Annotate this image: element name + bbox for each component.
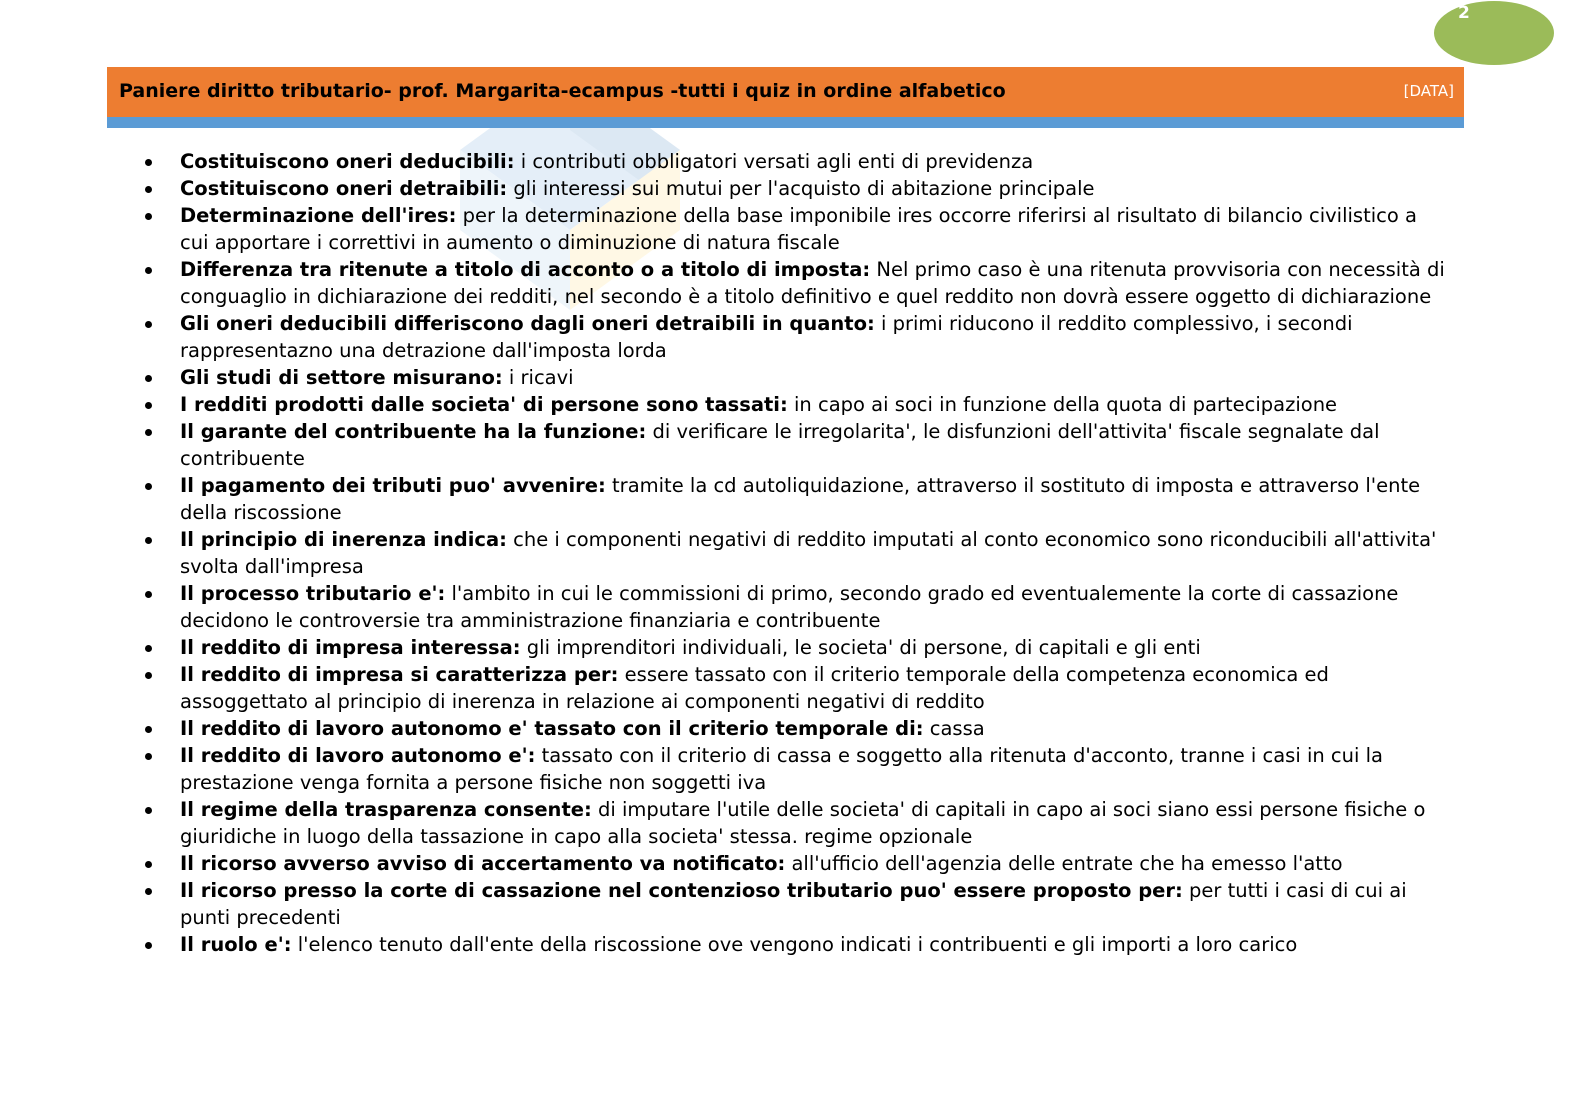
bullet-icon bbox=[145, 645, 152, 652]
list-item bbox=[140, 742, 1450, 796]
document-title: Paniere diritto tributario- prof. Margarita-ecampus -tutti i quiz in ordine alfabetico bbox=[119, 80, 1006, 102]
quiz-question: Il ricorso avverso avviso di accertamento va notificato: bbox=[180, 852, 786, 875]
quiz-answer: di imputare l'utile delle societa' di capitali in capo ai soci siano essi persone fisiche o giuridiche in luogo della tassazione in capo alla societa' stessa. regime opzionale bbox=[180, 798, 1426, 848]
quiz-question: Determinazione dell'ires: bbox=[180, 204, 457, 227]
list-item bbox=[140, 391, 1450, 418]
quiz-answer: Nel primo caso è una ritenuta provvisoria con necessità di conguaglio in dichiarazione dei redditi, nel secondo è a titolo definitivo e quel reddito non dovrà essere oggetto di dichiarazione bbox=[180, 258, 1445, 308]
bullet-icon bbox=[145, 375, 152, 382]
list-item bbox=[140, 796, 1450, 850]
bullet-icon bbox=[145, 429, 152, 436]
bullet-icon bbox=[145, 807, 152, 814]
quiz-question: Il garante del contribuente ha la funzione: bbox=[180, 420, 647, 443]
quiz-answer: in capo ai soci in funzione della quota di partecipazione bbox=[794, 393, 1338, 416]
list-item bbox=[140, 850, 1450, 877]
quiz-question: Il ruolo e': bbox=[180, 933, 292, 956]
quiz-answer: i contributi obbligatori versati agli enti di previdenza bbox=[520, 150, 1034, 173]
quiz-answer: cassa bbox=[929, 717, 985, 740]
bullet-icon bbox=[145, 942, 152, 949]
bullet-icon bbox=[145, 726, 152, 733]
quiz-question: Il ricorso presso la corte di cassazione nel contenzioso tributario puo' essere proposto per: bbox=[180, 879, 1183, 902]
quiz-question: Costituiscono oneri deducibili: bbox=[180, 150, 515, 173]
quiz-list bbox=[140, 148, 1450, 958]
bullet-icon bbox=[145, 888, 152, 895]
bullet-icon bbox=[145, 753, 152, 760]
list-item bbox=[140, 418, 1450, 472]
quiz-question: Il processo tributario e': bbox=[180, 582, 446, 605]
quiz-question: I redditi prodotti dalle societa' di persone sono tassati: bbox=[180, 393, 788, 416]
list-item bbox=[140, 310, 1450, 364]
list-item bbox=[140, 175, 1450, 202]
bullet-icon bbox=[145, 213, 152, 220]
bullet-icon bbox=[145, 159, 152, 166]
quiz-question: Il reddito di lavoro autonomo e' tassato con il criterio temporale di: bbox=[180, 717, 924, 740]
list-item bbox=[140, 472, 1450, 526]
date-placeholder: [DATA] bbox=[1403, 82, 1454, 100]
quiz-answer: essere tassato con il criterio temporale della competenza economica ed assoggettato al principio di inerenza in relazione ai componenti negativi di reddito bbox=[180, 663, 1329, 713]
list-item bbox=[140, 634, 1450, 661]
quiz-question: Differenza tra ritenute a titolo di acconto o a titolo di imposta: bbox=[180, 258, 871, 281]
list-item bbox=[140, 364, 1450, 391]
list-item bbox=[140, 661, 1450, 715]
document-header bbox=[107, 67, 1464, 117]
quiz-question: Il reddito di lavoro autonomo e': bbox=[180, 744, 536, 767]
quiz-answer: gli imprenditori individuali, le societa' di persone, di capitali e gli enti bbox=[526, 636, 1201, 659]
bullet-icon bbox=[145, 537, 152, 544]
quiz-question: Gli oneri deducibili differiscono dagli oneri detraibili in quanto: bbox=[180, 312, 875, 335]
bullet-icon bbox=[145, 672, 152, 679]
quiz-answer: per tutti i casi di cui ai punti precedenti bbox=[180, 879, 1407, 929]
bullet-icon bbox=[145, 591, 152, 598]
quiz-answer: i ricavi bbox=[508, 366, 574, 389]
quiz-question: Il pagamento dei tributi puo' avvenire: bbox=[180, 474, 606, 497]
quiz-answer: gli interessi sui mutui per l'acquisto di abitazione principale bbox=[513, 177, 1095, 200]
quiz-answer: tramite la cd autoliquidazione, attraverso il sostituto di imposta e attraverso l'ente della riscossione bbox=[180, 474, 1421, 524]
list-item bbox=[140, 931, 1450, 958]
quiz-answer: per la determinazione della base imponibile ires occorre riferirsi al risultato di bilancio civilistico a cui apportare i correttivi in aumento o diminuzione di natura fiscale bbox=[180, 204, 1417, 254]
quiz-answer: l'ambito in cui le commissioni di primo, secondo grado ed eventualemente la corte di cassazione decidono le controversie tra amministrazione finanziaria e contribuente bbox=[180, 582, 1399, 632]
quiz-question: Gli studi di settore misurano: bbox=[180, 366, 503, 389]
quiz-answer: di verificare le irregolarita', le disfunzioni dell'attivita' fiscale segnalate dal contribuente bbox=[180, 420, 1380, 470]
quiz-question: Il regime della trasparenza consente: bbox=[180, 798, 592, 821]
list-item bbox=[140, 202, 1450, 256]
quiz-question: Il reddito di impresa si caratterizza per: bbox=[180, 663, 619, 686]
bullet-icon bbox=[145, 402, 152, 409]
list-item bbox=[140, 256, 1450, 310]
list-item bbox=[140, 877, 1450, 931]
bullet-icon bbox=[145, 321, 152, 328]
bullet-icon bbox=[145, 483, 152, 490]
quiz-question: Il principio di inerenza indica: bbox=[180, 528, 507, 551]
quiz-answer: l'elenco tenuto dall'ente della riscossione ove vengono indicati i contribuenti e gli importi a loro carico bbox=[297, 933, 1298, 956]
quiz-answer: all'ufficio dell'agenzia delle entrate che ha emesso l'atto bbox=[791, 852, 1343, 875]
quiz-answer: tassato con il criterio di cassa e soggetto alla ritenuta d'acconto, tranne i casi in cui la prestazione venga fornita a persone fisiche non soggetti iva bbox=[180, 744, 1383, 794]
bullet-icon bbox=[145, 861, 152, 868]
quiz-answer: i primi riducono il reddito complessivo, i secondi rappresentazno una detrazione dall'imposta lorda bbox=[180, 312, 1353, 362]
page-number: 2 bbox=[1458, 3, 1470, 23]
quiz-question: Il reddito di impresa interessa: bbox=[180, 636, 521, 659]
bullet-icon bbox=[145, 267, 152, 274]
list-item bbox=[140, 715, 1450, 742]
list-item bbox=[140, 526, 1450, 580]
quiz-question: Costituiscono oneri detraibili: bbox=[180, 177, 508, 200]
list-item bbox=[140, 148, 1450, 175]
list-item bbox=[140, 580, 1450, 634]
quiz-answer: che i componenti negativi di reddito imputati al conto economico sono riconducibili all'attivita' svolta dall'impresa bbox=[180, 528, 1437, 578]
header-rule bbox=[107, 117, 1464, 128]
bullet-icon bbox=[145, 186, 152, 193]
page-number-badge bbox=[1434, 1, 1554, 65]
